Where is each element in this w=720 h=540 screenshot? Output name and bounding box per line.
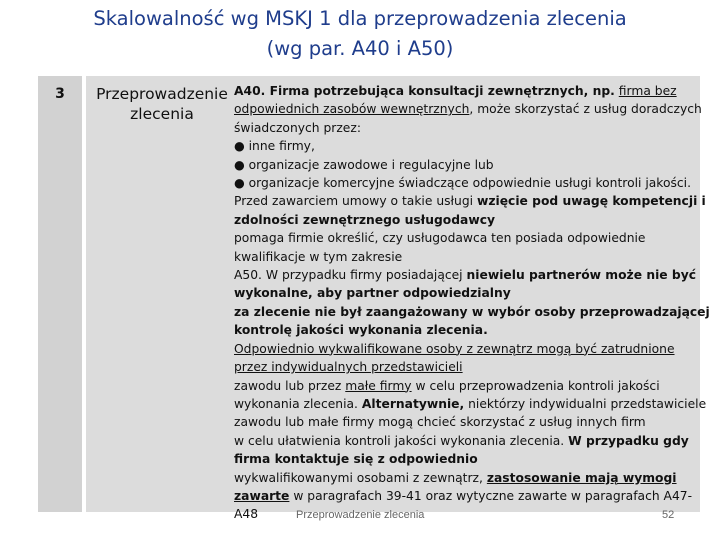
text-line: A50. W przypadku firmy posiadającej niewielu partnerów może nie być (234, 268, 697, 283)
text-line: zawarte w paragrafach 39-41 oraz wytyczne zawarte w paragrafach A47- (234, 488, 693, 503)
text-line: przez indywidualnych przedstawicieli (234, 360, 463, 375)
row-number: 3 (55, 86, 65, 102)
text-line: Odpowiednio wykwalifikowane osoby z zewnątrz mogą być zatrudnione (234, 341, 675, 356)
text-line: wykwalifikowanymi osobami z zewnątrz, zastosowanie mają wymogi (234, 470, 677, 485)
text-line: kwalifikacje w tym zakresie (234, 249, 403, 264)
phase-line-1: Przeprowadzenie (96, 85, 228, 103)
column-divider (82, 76, 86, 512)
footer-text: Przeprowadzenie zlecenia (296, 509, 425, 521)
text-line: wykonania zlecenia. Alternatywnie, niektórzy indywidualni przedstawiciele (234, 396, 707, 411)
phase-label (90, 84, 234, 124)
title-line-1: Skalowalność wg MSKJ 1 dla przeprowadzenia zlecenia (93, 7, 627, 30)
text-line: zdolności zewnętrznego usługodawcy (234, 212, 496, 227)
title-line-2: (wg par. A40 i A50) (266, 37, 454, 60)
text-line: kontrolę jakości wykonania zlecenia. (234, 323, 488, 338)
page-number: 52 (662, 509, 675, 521)
bullet-item: ● inne firmy, (234, 139, 315, 154)
paragraph-text (234, 82, 710, 524)
text-line: odpowiednich zasobów wewnętrznych, może skorzystać z usług doradczych (234, 102, 702, 117)
text-line: firma kontaktuje się z odpowiednio (234, 452, 478, 467)
phase-line-2: zlecenia (130, 105, 194, 123)
text-line: A48 (234, 507, 259, 522)
text-line: Przed zawarciem umowy o takie usługi wzięcie pod uwagę kompetencji i (234, 194, 706, 209)
text-line: świadczonych przez: (234, 120, 361, 135)
bullet-item: ● organizacje zawodowe i regulacyjne lub (234, 157, 494, 172)
text-line: pomaga firmie określić, czy usługodawca ten posiada odpowiednie (234, 231, 646, 246)
row-number-cell (38, 76, 82, 512)
text-line: w celu ułatwienia kontroli jakości wykonania zlecenia. W przypadku gdy (234, 433, 689, 448)
slide-title (0, 4, 720, 64)
text-line: zawodu lub małe firmy mogą chcieć skorzystać z usług innych firm (234, 415, 646, 430)
text-line: wykonalne, aby partner odpowiedzialny (234, 286, 511, 301)
text-line: A40. Firma potrzebująca konsultacji zewnętrznych, np. firma bez (234, 84, 677, 98)
bullet-item: ● organizacje komercyjne świadczące odpowiednie usługi kontroli jakości. (234, 176, 691, 191)
text-line: zawodu lub przez małe firmy w celu przeprowadzenia kontroli jakości (234, 378, 660, 393)
text-line: za zlecenie nie był zaangażowany w wybór osoby przeprowadzającej (234, 304, 710, 319)
